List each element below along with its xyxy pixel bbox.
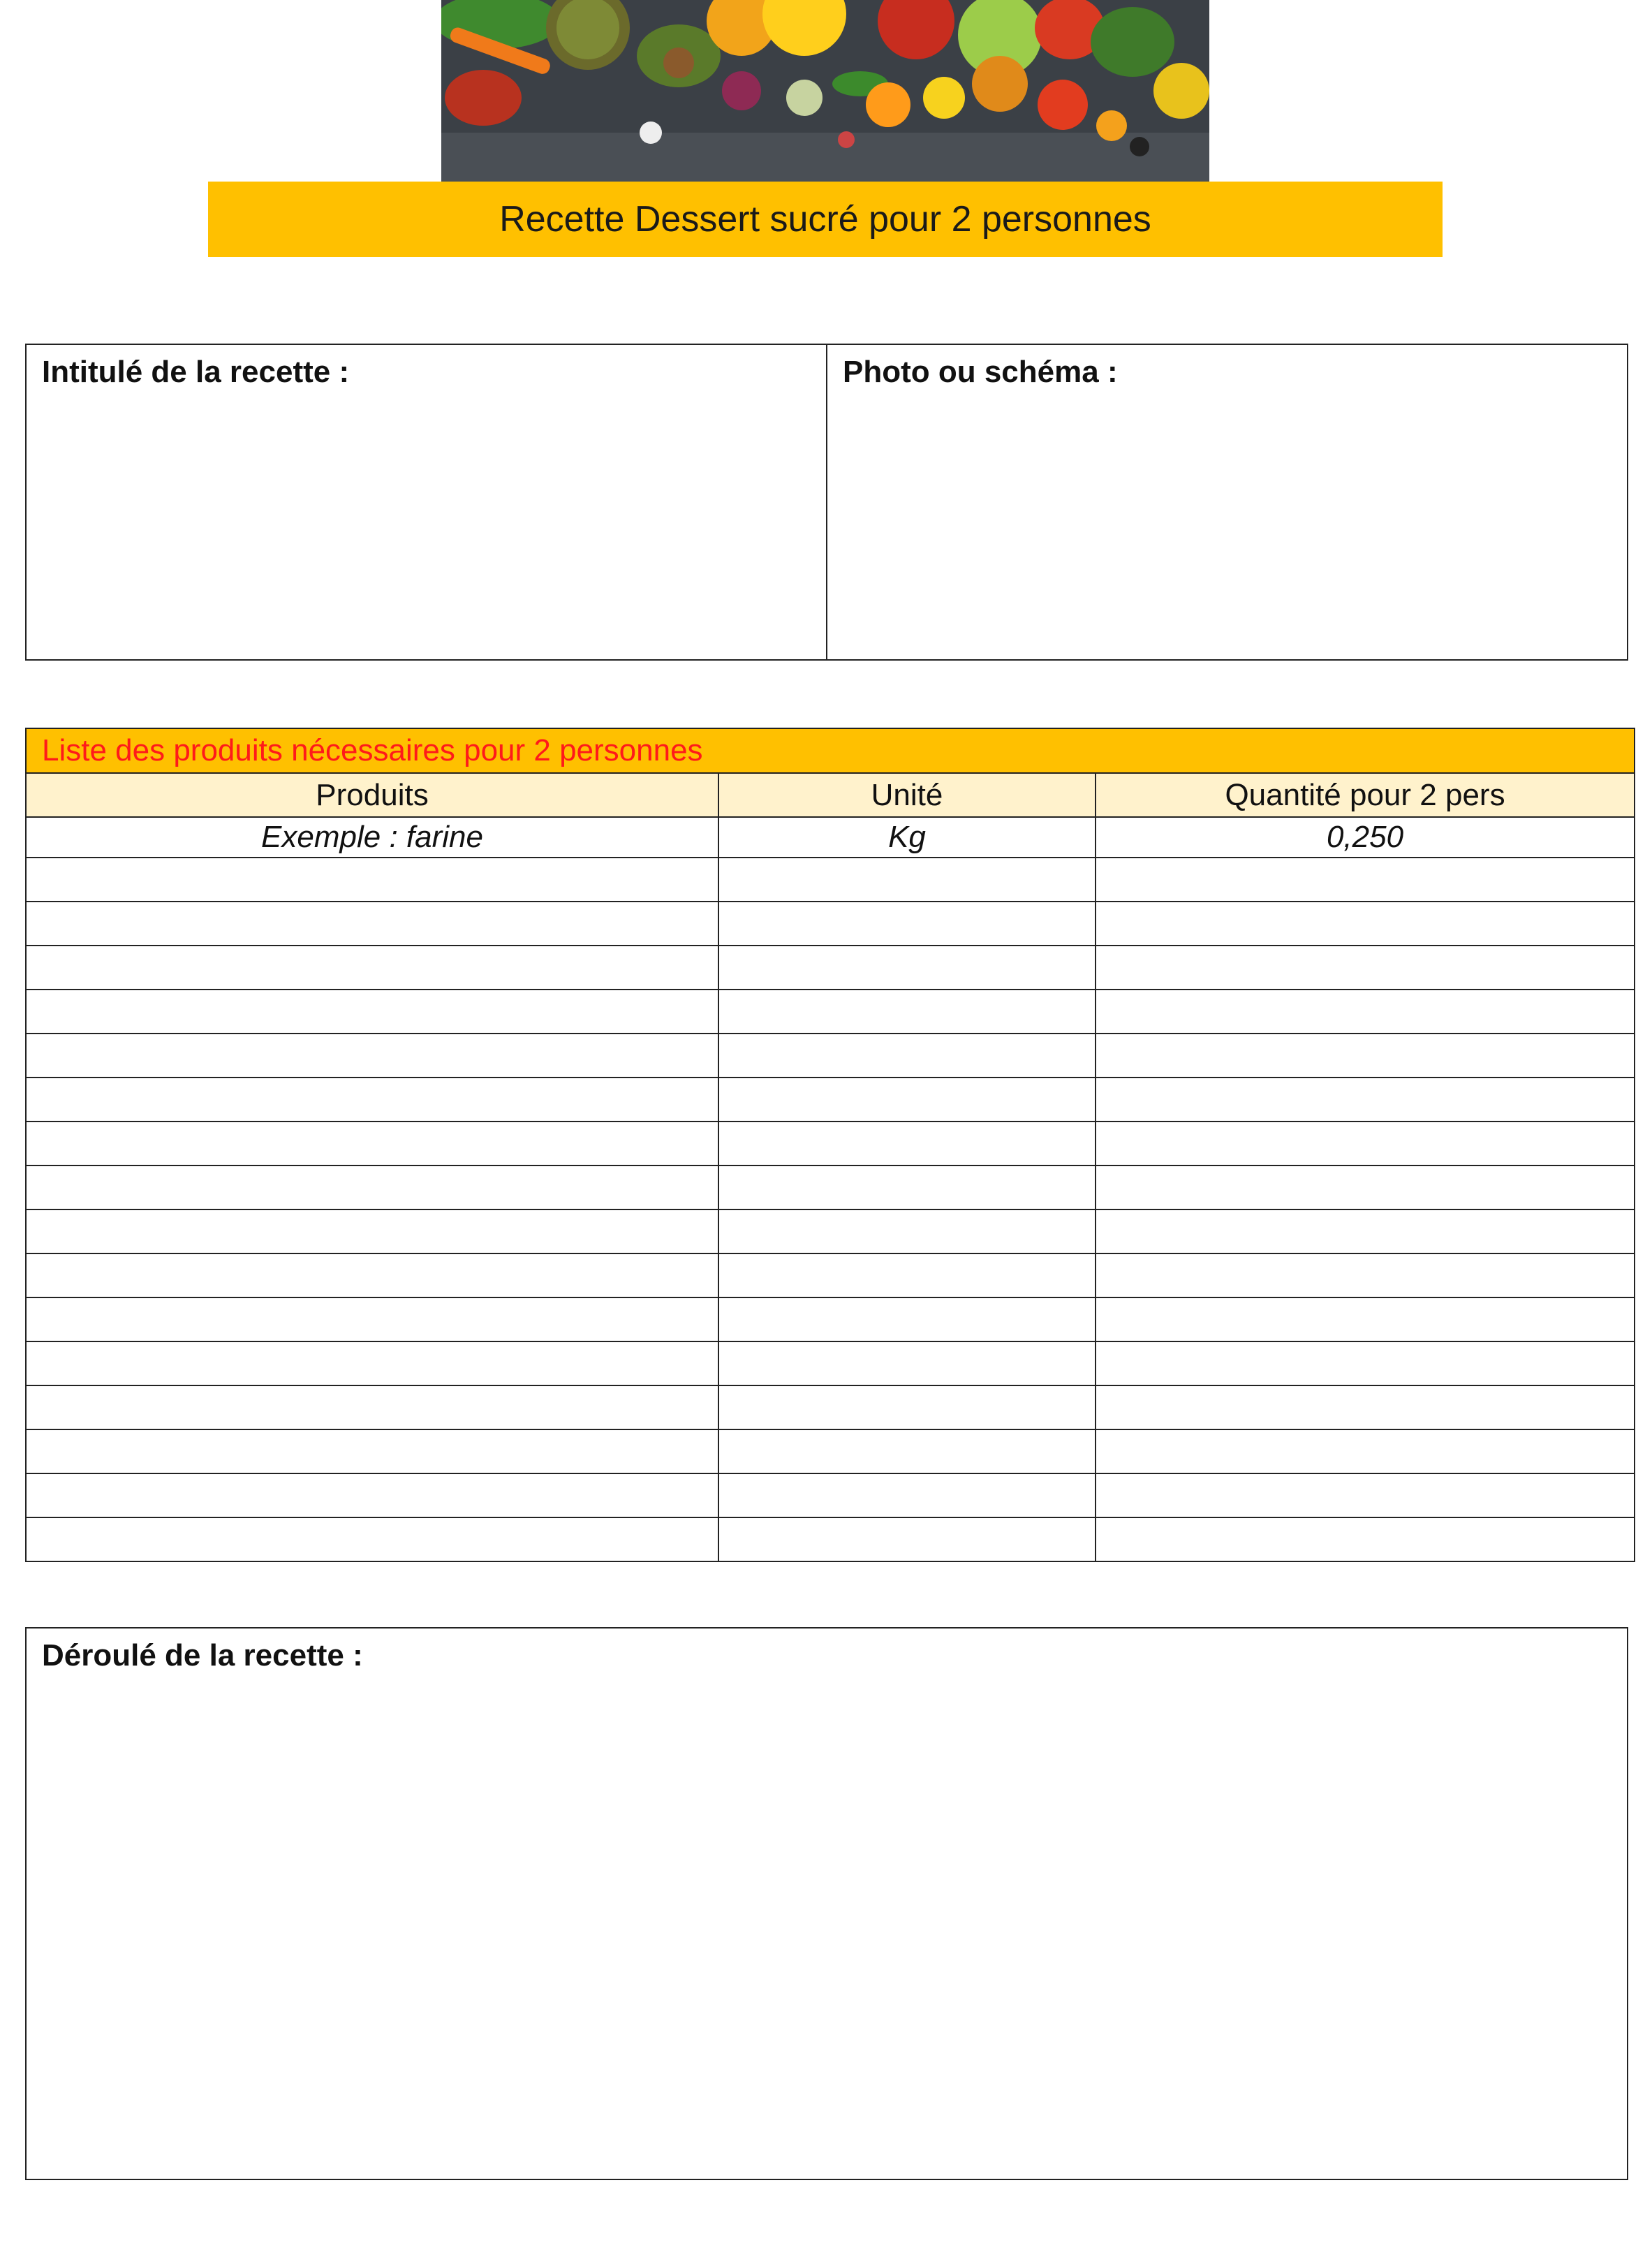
product-row [26, 902, 1635, 946]
product-row [26, 1517, 1635, 1561]
product-row [26, 990, 1635, 1034]
column-header-unit: Unité [718, 773, 1096, 817]
recipe-name-label: Intitulé de la recette : [42, 355, 350, 389]
unit-cell[interactable] [718, 1429, 1096, 1473]
product-row [26, 1166, 1635, 1209]
product-row [26, 1209, 1635, 1253]
unit-cell[interactable] [718, 1341, 1096, 1385]
product-cell[interactable] [26, 946, 718, 990]
unit-cell[interactable] [718, 1517, 1096, 1561]
products-caption: Liste des produits nécessaires pour 2 personnes [26, 728, 1635, 773]
column-header-quantity: Quantité pour 2 pers [1096, 773, 1635, 817]
quantity-cell[interactable] [1096, 946, 1635, 990]
products-header-row [26, 773, 1635, 817]
example-product: Exemple : farine [26, 817, 718, 858]
product-cell[interactable] [26, 1209, 718, 1253]
quantity-cell[interactable] [1096, 1034, 1635, 1078]
quantity-cell[interactable] [1096, 1429, 1635, 1473]
quantity-cell[interactable] [1096, 1385, 1635, 1429]
quantity-cell[interactable] [1096, 1078, 1635, 1122]
recipe-name-field[interactable] [27, 345, 826, 659]
example-row [26, 817, 1635, 858]
product-cell[interactable] [26, 1034, 718, 1078]
quantity-cell[interactable] [1096, 1297, 1635, 1341]
quantity-cell[interactable] [1096, 1166, 1635, 1209]
quantity-cell[interactable] [1096, 1122, 1635, 1166]
header-image [441, 0, 1209, 183]
product-cell[interactable] [26, 1341, 718, 1385]
quantity-cell[interactable] [1096, 1209, 1635, 1253]
unit-cell[interactable] [718, 946, 1096, 990]
product-cell[interactable] [26, 990, 718, 1034]
product-cell[interactable] [26, 1122, 718, 1166]
recipe-steps-field[interactable] [25, 1627, 1628, 2180]
recipe-photo-field[interactable] [826, 345, 1627, 659]
page-title: Recette Dessert sucré pour 2 personnes [208, 182, 1443, 257]
quantity-cell[interactable] [1096, 902, 1635, 946]
unit-cell[interactable] [718, 1385, 1096, 1429]
vegetables-illustration [441, 0, 1209, 183]
unit-cell[interactable] [718, 1473, 1096, 1517]
product-row [26, 1429, 1635, 1473]
quantity-cell[interactable] [1096, 1473, 1635, 1517]
product-row [26, 1078, 1635, 1122]
recipe-steps-label: Déroulé de la recette : [42, 1638, 363, 1672]
recipe-photo-label: Photo ou schéma : [843, 355, 1118, 389]
product-row [26, 1122, 1635, 1166]
products-caption-row [26, 728, 1635, 773]
unit-cell[interactable] [718, 902, 1096, 946]
unit-cell[interactable] [718, 1034, 1096, 1078]
quantity-cell[interactable] [1096, 1253, 1635, 1297]
product-cell[interactable] [26, 1078, 718, 1122]
product-cell[interactable] [26, 1297, 718, 1341]
product-cell[interactable] [26, 1473, 718, 1517]
product-cell[interactable] [26, 1253, 718, 1297]
product-cell[interactable] [26, 1385, 718, 1429]
unit-cell[interactable] [718, 990, 1096, 1034]
product-row [26, 1473, 1635, 1517]
unit-cell[interactable] [718, 858, 1096, 902]
quantity-cell[interactable] [1096, 858, 1635, 902]
quantity-cell[interactable] [1096, 1341, 1635, 1385]
product-cell[interactable] [26, 902, 718, 946]
unit-cell[interactable] [718, 1122, 1096, 1166]
product-row [26, 1341, 1635, 1385]
product-row [26, 1297, 1635, 1341]
product-cell[interactable] [26, 858, 718, 902]
product-row [26, 1253, 1635, 1297]
example-quantity: 0,250 [1096, 817, 1635, 858]
product-cell[interactable] [26, 1429, 718, 1473]
products-table [25, 728, 1635, 1562]
quantity-cell[interactable] [1096, 1517, 1635, 1561]
product-cell[interactable] [26, 1517, 718, 1561]
product-row [26, 858, 1635, 902]
product-row [26, 1034, 1635, 1078]
unit-cell[interactable] [718, 1078, 1096, 1122]
product-row [26, 1385, 1635, 1429]
product-cell[interactable] [26, 1166, 718, 1209]
quantity-cell[interactable] [1096, 990, 1635, 1034]
recipe-info-box [25, 344, 1628, 661]
example-unit: Kg [718, 817, 1096, 858]
unit-cell[interactable] [718, 1253, 1096, 1297]
unit-cell[interactable] [718, 1209, 1096, 1253]
column-header-products: Produits [26, 773, 718, 817]
unit-cell[interactable] [718, 1297, 1096, 1341]
unit-cell[interactable] [718, 1166, 1096, 1209]
product-row [26, 946, 1635, 990]
